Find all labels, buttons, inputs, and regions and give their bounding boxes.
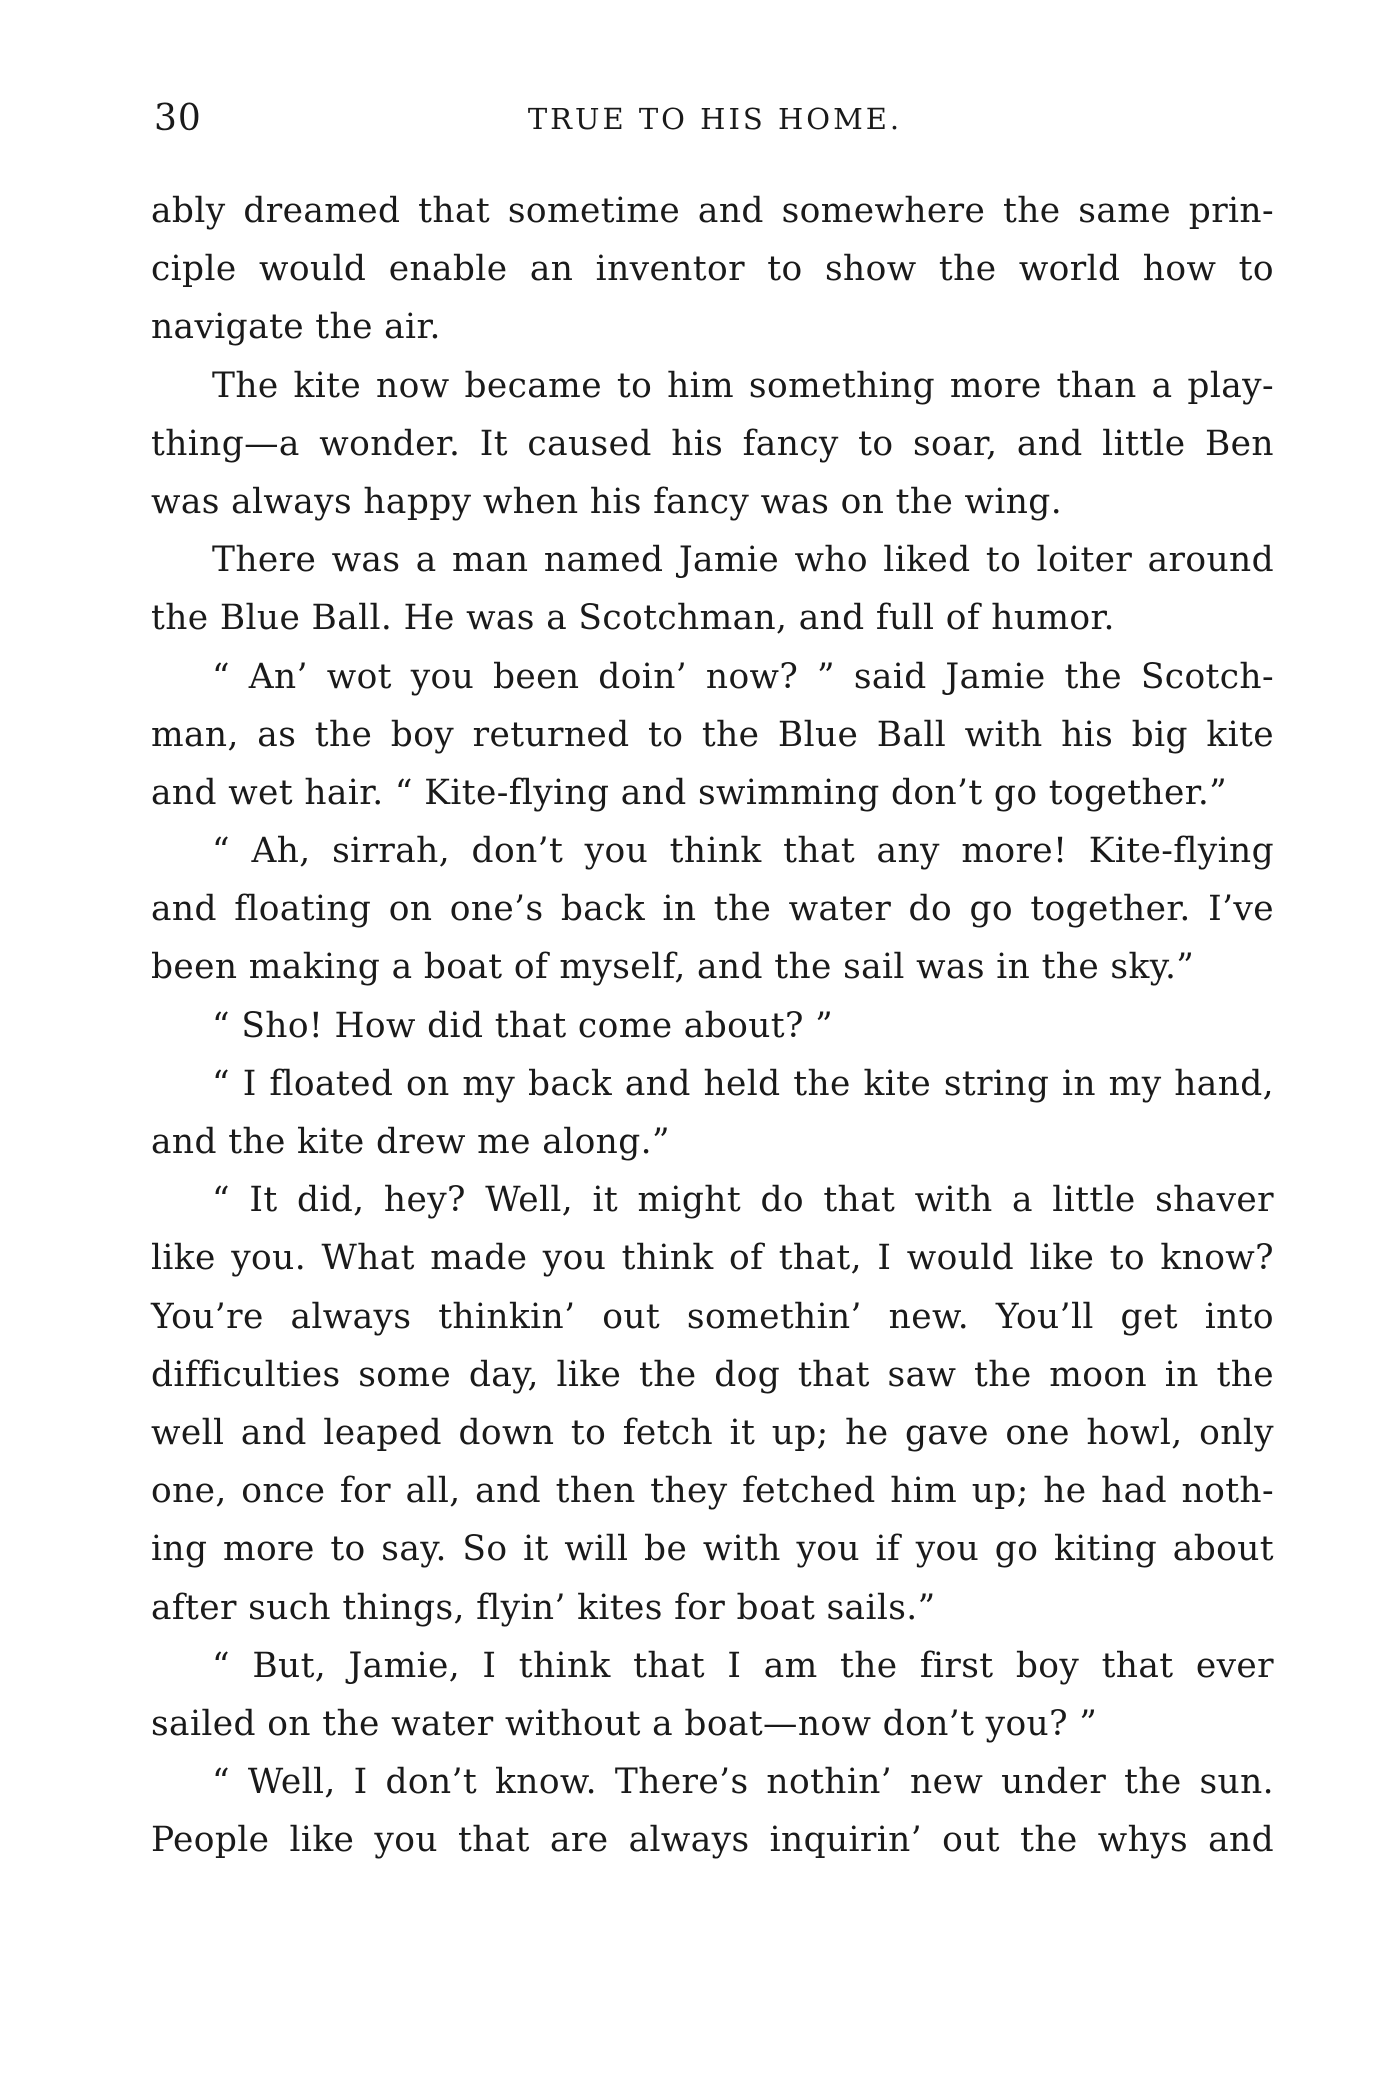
- text-line: man, as the boy returned to the Blue Ball with his big kite: [151, 714, 1274, 755]
- text-line: the Blue Ball. He was a Scotchman, and full of humor.: [151, 598, 1115, 639]
- text-line: ciple would enable an inventor to show the world how to: [151, 249, 1274, 290]
- text-line: and wet hair. “ Kite-flying and swimming don’t go together.”: [151, 772, 1228, 813]
- text-line: You’re always thinkin’ out somethin’ new. You’ll get into: [151, 1296, 1274, 1337]
- text-line: “ Well, I don’t know. There’s nothin’ new under the sun.: [212, 1762, 1274, 1803]
- text-line: “ An’ wot you been doin’ now? ” said Jamie the Scotch-: [212, 656, 1274, 697]
- text-line: one, once for all, and then they fetched him up; he had noth-: [151, 1471, 1274, 1512]
- text-line: difficulties some day, like the dog that saw the moon in the: [151, 1354, 1274, 1395]
- text-line: There was a man named Jamie who liked to loiter around: [212, 540, 1274, 581]
- text-line: People like you that are always inquirin’ out the whys and: [151, 1820, 1274, 1861]
- text-line: “ I floated on my back and held the kite string in my hand,: [212, 1063, 1274, 1104]
- text-line: navigate the air.: [151, 307, 441, 348]
- text-line: “ It did, hey? Well, it might do that with a little shaver: [212, 1180, 1274, 1221]
- text-line: well and leaped down to fetch it up; he gave one howl, only: [151, 1412, 1274, 1453]
- text-line: “ Sho! How did that come about? ”: [212, 1005, 834, 1046]
- text-line: after such things, flyin’ kites for boat sails.”: [151, 1587, 936, 1628]
- text-line: “ Ah, sirrah, don’t you think that any more! Kite-flying: [212, 831, 1274, 872]
- text-line: “ But, Jamie, I think that I am the first boy that ever: [212, 1645, 1274, 1686]
- text-line: ing more to say. So it will be with you if you go kiting about: [151, 1529, 1274, 1570]
- page-header: [150, 98, 1280, 148]
- text-line: was always happy when his fancy was on the wing.: [151, 481, 1063, 522]
- text-line: The kite now became to him something more than a play-: [212, 365, 1274, 406]
- text-line: like you. What made you think of that, I would like to know?: [151, 1238, 1274, 1279]
- text-line: ably dreamed that sometime and somewhere the same prin-: [151, 191, 1274, 231]
- page-number: 30: [154, 98, 202, 139]
- body-text: [151, 182, 1274, 1869]
- text-line: and the kite drew me along.”: [151, 1122, 670, 1162]
- text-line: sailed on the water without a boat—now don’t you? ”: [151, 1703, 1098, 1744]
- text-line: and floating on one’s back in the water do go together. I’ve: [151, 889, 1274, 930]
- running-title: TRUE TO HIS HOME.: [527, 102, 903, 136]
- text-line: thing—a wonder. It caused his fancy to soar, and little Ben: [151, 423, 1274, 464]
- text-line: been making a boat of myself, and the sail was in the sky.”: [151, 947, 1195, 988]
